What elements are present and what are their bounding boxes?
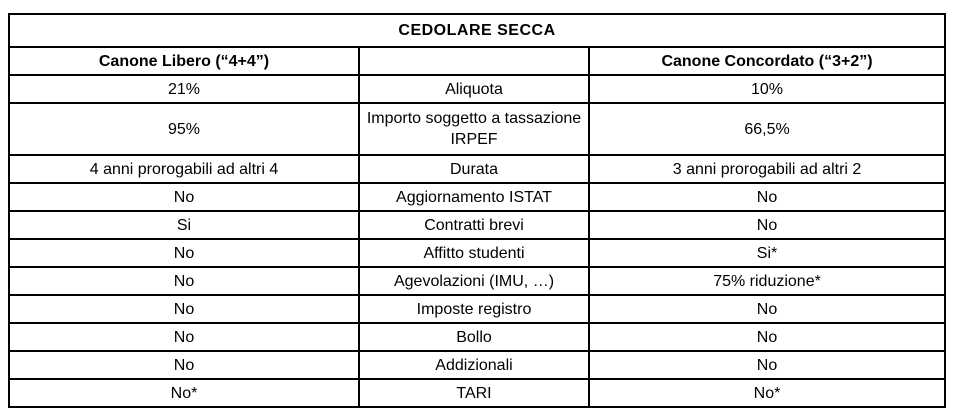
table-row-affitto-studenti — [9, 239, 945, 267]
cell-row-label: Importo soggetto a tassazione IRPEF — [359, 103, 589, 155]
cell-row-label: Imposte registro — [359, 295, 589, 323]
cell-right-value: No — [589, 183, 945, 211]
cell-left-value: No — [9, 267, 359, 295]
cell-right-value: No — [589, 211, 945, 239]
cell-row-label: Contratti brevi — [359, 211, 589, 239]
table-row-aggiornamento-istat — [9, 183, 945, 211]
cell-left-value: Si — [9, 211, 359, 239]
cell-row-label: Affitto studenti — [359, 239, 589, 267]
table-row-aliquota — [9, 75, 945, 103]
cell-row-label: Agevolazioni (IMU, …) — [359, 267, 589, 295]
cell-right-value: 75% riduzione* — [589, 267, 945, 295]
cell-left-value: No* — [9, 379, 359, 407]
table-row-addizionali — [9, 351, 945, 379]
table-row-imposte-registro — [9, 295, 945, 323]
table-row-importo-irpef — [9, 103, 945, 155]
cell-right-value: No* — [589, 379, 945, 407]
cell-left-value: 95% — [9, 103, 359, 155]
cell-left-value: No — [9, 295, 359, 323]
title-row — [9, 14, 945, 47]
cell-right-value: No — [589, 351, 945, 379]
table-title: CEDOLARE SECCA — [9, 14, 945, 47]
cedolare-secca-table — [8, 13, 944, 408]
cell-left-value: No — [9, 239, 359, 267]
cell-row-label: Aggiornamento ISTAT — [359, 183, 589, 211]
cell-right-value: 10% — [589, 75, 945, 103]
cell-left-value: No — [9, 183, 359, 211]
cell-right-value: No — [589, 323, 945, 351]
cell-right-value: 66,5% — [589, 103, 945, 155]
cell-row-label: Aliquota — [359, 75, 589, 103]
cell-left-value: 4 anni prorogabili ad altri 4 — [9, 155, 359, 183]
table-row-durata — [9, 155, 945, 183]
comparison-table — [8, 13, 946, 408]
header-row — [9, 47, 945, 75]
cell-right-value: 3 anni prorogabili ad altri 2 — [589, 155, 945, 183]
table-row-agevolazioni — [9, 267, 945, 295]
cell-left-value: 21% — [9, 75, 359, 103]
header-canone-concordato: Canone Concordato (“3+2”) — [589, 47, 945, 75]
cell-row-label: Durata — [359, 155, 589, 183]
cell-right-value: Si* — [589, 239, 945, 267]
header-canone-libero: Canone Libero (“4+4”) — [9, 47, 359, 75]
cell-row-label: Addizionali — [359, 351, 589, 379]
table-row-contratti-brevi — [9, 211, 945, 239]
table-row-tari — [9, 379, 945, 407]
cell-left-value: No — [9, 323, 359, 351]
header-empty — [359, 47, 589, 75]
cell-right-value: No — [589, 295, 945, 323]
cell-left-value: No — [9, 351, 359, 379]
table-row-bollo — [9, 323, 945, 351]
cell-row-label: TARI — [359, 379, 589, 407]
cell-row-label: Bollo — [359, 323, 589, 351]
